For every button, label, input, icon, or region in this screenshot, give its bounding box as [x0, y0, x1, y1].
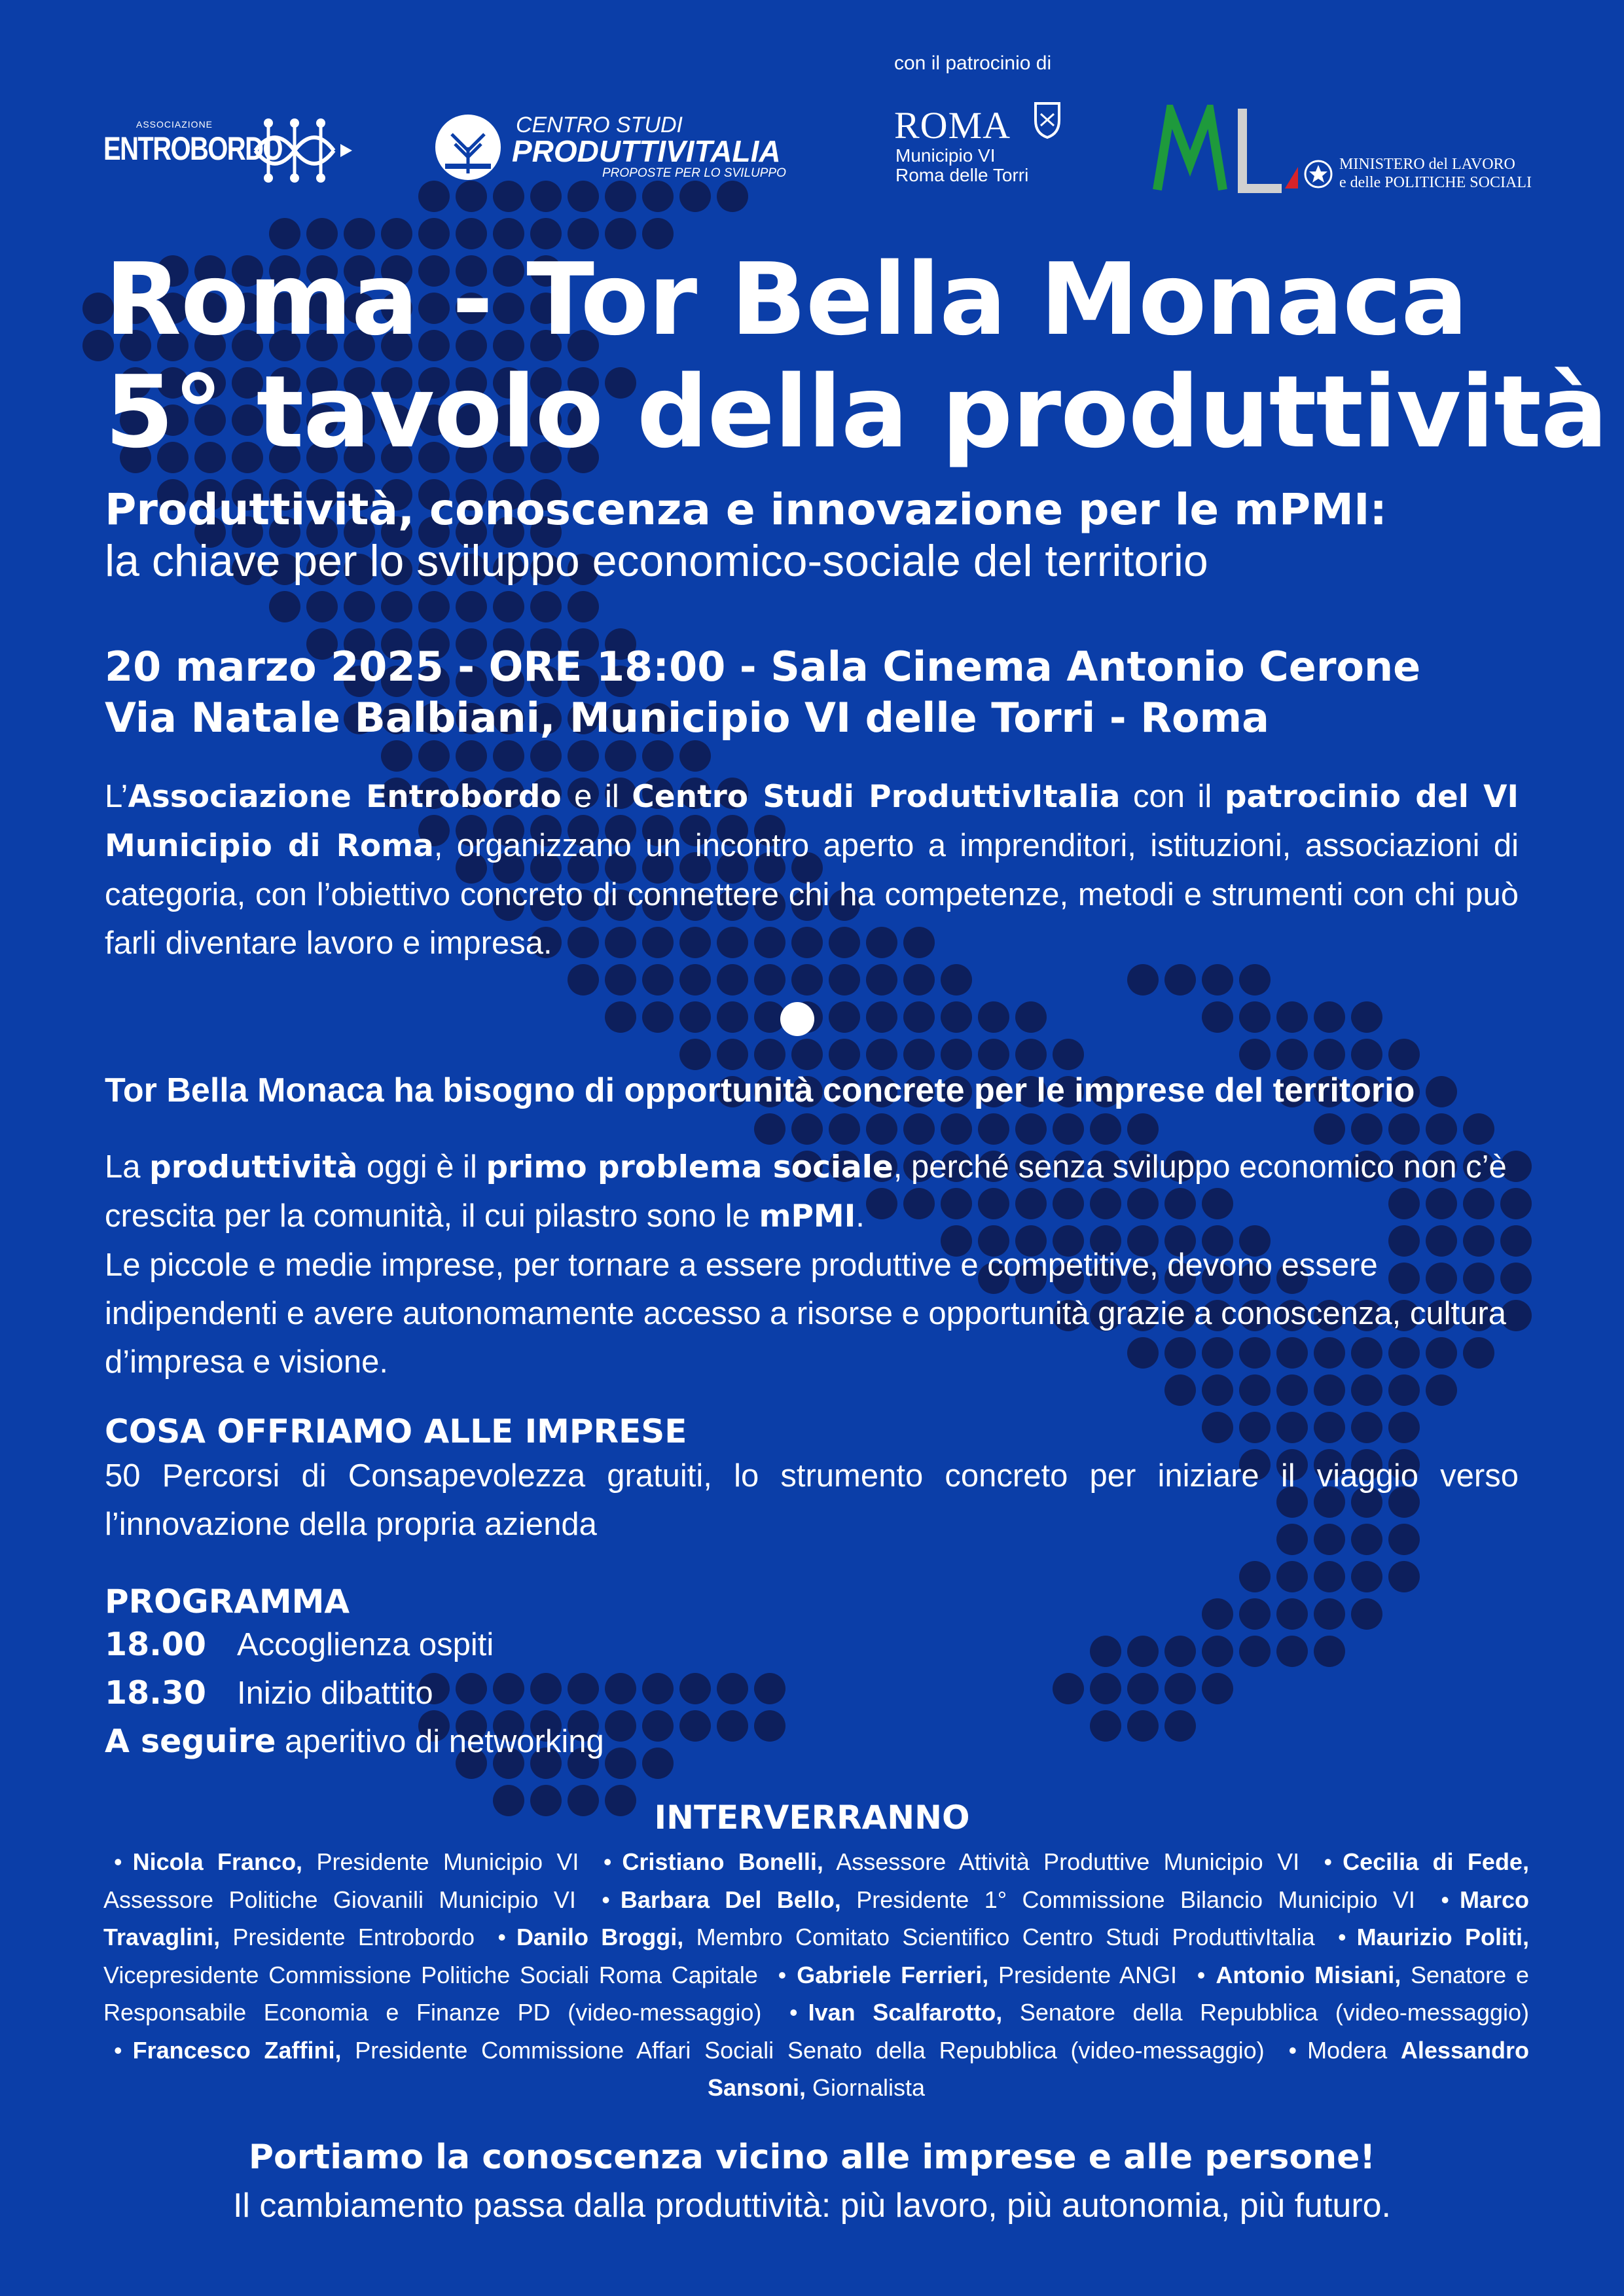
map-dot [903, 1113, 935, 1145]
map-dot [306, 591, 338, 622]
need-bold: primo problema sociale [486, 1149, 893, 1185]
map-dot [1202, 964, 1233, 996]
speaker-role: Presidente Entrobordo [232, 1924, 475, 1950]
map-dot [978, 1039, 1009, 1070]
map-dot [1388, 1561, 1420, 1592]
speaker-role: Assessore Attività Produttive Municipio VI [836, 1848, 1300, 1875]
map-dot [1426, 1076, 1457, 1107]
map-dot [1202, 1673, 1233, 1704]
speaker-role: Vicepresidente Commissione Politiche Sociali Roma Capitale [103, 1961, 758, 1988]
map-dot [791, 1039, 823, 1070]
map-dot [605, 740, 636, 772]
entrobordo-logo [103, 111, 352, 183]
intro-text: e il [561, 779, 632, 814]
map-dot [344, 591, 375, 622]
need-text: , perché senza sviluppo economico non c’è crescita per la comunità, il cui pilastro sono le [105, 1149, 1507, 1234]
roma-line1: Municipio VI [895, 145, 996, 166]
map-dot [1314, 1001, 1345, 1033]
bullet: • [1441, 1886, 1449, 1913]
map-dot [866, 1113, 897, 1145]
map-dot [1053, 1673, 1084, 1704]
title-line1: Roma - Tor Bella Monaca [105, 242, 1468, 357]
map-dot [866, 1001, 897, 1033]
program-row [105, 1717, 890, 1766]
map-dot [717, 1039, 748, 1070]
tree-icon [432, 111, 504, 183]
map-dot [1239, 964, 1271, 996]
map-dot [1388, 1113, 1420, 1145]
ml-monogram-icon [1151, 105, 1301, 196]
page-title [105, 242, 1608, 470]
map-dot [456, 740, 487, 772]
intro-bold: Associazione Entrobordo [128, 779, 562, 815]
map-dot [1090, 1673, 1121, 1704]
map-dot [1351, 1561, 1382, 1592]
bullet: • [1338, 1924, 1346, 1950]
map-dot [679, 740, 711, 772]
map-dot [1015, 1113, 1047, 1145]
map-dot [456, 591, 487, 622]
speaker-name: Barbara Del Bello, [620, 1886, 841, 1913]
roma-logo [894, 98, 1077, 190]
map-dot [791, 964, 823, 996]
map-dot [1463, 1113, 1494, 1145]
offer-text: 50 Percorsi di Consapevolezza gratuiti, lo strumento concreto per iniziare il viaggio verso l’innovazione della propria azienda [105, 1458, 1519, 1542]
intro-bold: patrocinio del VI Municipio di Roma [105, 779, 1519, 864]
centro-studi-line3: PROPOSTE PER LO SVILUPPO [602, 166, 786, 180]
map-dot [1202, 1001, 1233, 1033]
speaker-name: Gabriele Ferrieri, [797, 1961, 989, 1988]
map-dot [1164, 964, 1196, 996]
moderator-role: Giornalista [812, 2074, 926, 2101]
map-dot [605, 181, 636, 212]
map-dot [642, 740, 674, 772]
map-dot [941, 964, 972, 996]
map-dot [1314, 1113, 1345, 1145]
map-dot [1127, 964, 1159, 996]
intro-text: L’ [105, 779, 128, 814]
map-dot [1053, 1039, 1084, 1070]
closing-tagline: Il cambiamento passa dalla produttività: più lavoro, più autonomia, più futuro. [232, 2187, 1391, 2225]
map-dot [1202, 1636, 1233, 1667]
shield-icon [1033, 101, 1062, 140]
map-dot [829, 1113, 860, 1145]
speaker-role: Presidente ANGI [998, 1961, 1177, 1988]
speaker-name: Francesco Zaffini, [132, 2036, 342, 2064]
map-dot [1164, 1673, 1196, 1704]
program-section [105, 1583, 890, 1766]
map-dot [1164, 1710, 1196, 1742]
ministero-logo [1151, 105, 1557, 196]
map-dot [941, 1113, 972, 1145]
map-dot [642, 1001, 674, 1033]
need-heading: Tor Bella Monaca ha bisogno di opportunità concrete per le imprese del territorio [105, 1071, 1415, 1109]
speaker-role: Senatore e Responsabile Economia e Finanze PD (video-messaggio) [103, 1961, 1529, 2026]
map-dot [829, 1039, 860, 1070]
speaker-role: Membro Comitato Scientifico Centro Studi ProduttivItalia [696, 1924, 1315, 1950]
map-dot [1426, 1113, 1457, 1145]
map-dot [1314, 1561, 1345, 1592]
map-dot [605, 964, 636, 996]
speakers-title: INTERVERRANNO [654, 1799, 970, 1837]
subtitle-line1: Produttività, conoscenza e innovazione per le mPMI: [105, 484, 1387, 535]
bullet: • [1324, 1848, 1333, 1875]
bullet: • [603, 1848, 612, 1875]
map-dot [1164, 1636, 1196, 1667]
map-dot [605, 1001, 636, 1033]
moderator-name: Alessandro Sansoni, [707, 2036, 1529, 2101]
map-dot [1351, 1039, 1382, 1070]
program-time: 18.00 [105, 1626, 206, 1663]
event-address-line: Via Natale Balbiani, Municipio VI delle Torri - Roma [105, 694, 1269, 742]
speaker-name: Marco Travaglini, [103, 1886, 1529, 1950]
map-dot [1090, 1636, 1121, 1667]
map-dot [941, 1039, 972, 1070]
map-dot [418, 740, 450, 772]
speaker-role: Assessore Politiche Giovanili Municipio VI [103, 1886, 576, 1913]
offer-section [105, 1412, 1519, 1549]
bullet: • [114, 2036, 122, 2064]
map-dot [717, 181, 748, 212]
map-dot [866, 1039, 897, 1070]
map-dot [829, 1001, 860, 1033]
bullet: • [114, 1848, 122, 1875]
location-marker-icon [780, 1002, 814, 1036]
map-dot [1015, 1001, 1047, 1033]
speaker-name: Cecilia di Fede, [1343, 1848, 1529, 1875]
map-dot [903, 1039, 935, 1070]
subtitle-line2: la chiave per lo sviluppo economico-sociale del territorio [105, 536, 1208, 586]
map-dot [493, 181, 524, 212]
bullet: • [1197, 1961, 1206, 1988]
speaker-role: Presidente 1° Commissione Bilancio Municipio VI [856, 1886, 1415, 1913]
program-title: PROGRAMMA [105, 1583, 350, 1621]
map-dot [941, 1001, 972, 1033]
program-text: aperitivo di networking [285, 1724, 604, 1759]
roma-line2: Roma delle Torri [895, 165, 1029, 185]
title-line2: 5° tavolo della produttività [105, 354, 1608, 470]
map-dot [530, 740, 562, 772]
map-dot [493, 740, 524, 772]
map-dot [679, 1039, 711, 1070]
bullet: • [778, 1961, 787, 1988]
need-p1 [105, 1143, 1519, 1241]
map-dot [679, 964, 711, 996]
map-dot [1276, 1561, 1308, 1592]
map-dot [568, 740, 599, 772]
map-dot [1276, 1039, 1308, 1070]
offer-title: COSA OFFRIAMO ALLE IMPRESE [105, 1412, 687, 1450]
map-dot [381, 591, 412, 622]
event-details [105, 641, 1420, 744]
map-dot [530, 591, 562, 622]
program-text: Inizio dibattito [237, 1676, 433, 1711]
intro-text: con il [1120, 779, 1225, 814]
map-dot [1127, 1113, 1159, 1145]
map-dot [1239, 1561, 1271, 1592]
map-dot [381, 740, 412, 772]
centro-studi-logo [432, 111, 799, 183]
map-dot [1239, 1001, 1271, 1033]
closing-slogan: Portiamo la conoscenza vicino alle imprese e alle persone! [248, 2138, 1376, 2177]
program-text: Accoglienza ospiti [237, 1627, 494, 1662]
centro-studi-line2: PRODUTTIVITALIA [512, 134, 781, 168]
program-time: 18.30 [105, 1674, 206, 1712]
map-dot [679, 181, 711, 212]
map-dot [903, 1001, 935, 1033]
map-dot [1127, 1673, 1159, 1704]
map-dot [568, 964, 599, 996]
map-dot [1276, 1598, 1308, 1630]
map-dot [1239, 1636, 1271, 1667]
map-dot [1314, 1039, 1345, 1070]
map-dot [568, 181, 599, 212]
map-dot [530, 181, 562, 212]
map-dot [1351, 1001, 1382, 1033]
map-dot [679, 1001, 711, 1033]
speaker-name: Antonio Misiani, [1216, 1961, 1401, 1988]
map-dot [493, 591, 524, 622]
map-dot [1015, 1039, 1047, 1070]
map-dot [754, 1039, 785, 1070]
bullet: • [1288, 2036, 1297, 2064]
need-text: La [105, 1149, 150, 1185]
program-row [105, 1621, 890, 1669]
map-dot [866, 964, 897, 996]
emblem-icon [1303, 158, 1334, 190]
map-dot [1351, 1113, 1382, 1145]
need-bold: produttività [149, 1149, 358, 1185]
speaker-name: Cristiano Bonelli, [622, 1848, 823, 1875]
map-dot [568, 591, 599, 622]
speaker-name: Danilo Broggi, [516, 1924, 684, 1950]
map-dot [1127, 1636, 1159, 1667]
map-dot [754, 1113, 785, 1145]
moderator-label: Modera [1307, 2036, 1388, 2064]
speaker-name: Nicola Franco, [132, 1848, 303, 1875]
map-dot [1090, 1710, 1121, 1742]
map-dot [1239, 1039, 1271, 1070]
map-dot [1202, 1598, 1233, 1630]
map-dot [754, 964, 785, 996]
map-dot [829, 964, 860, 996]
molecule-icon [249, 111, 353, 183]
need-bold: mPMI [759, 1198, 856, 1234]
ministero-line1: MINISTERO del LAVORO [1339, 156, 1515, 173]
patronage-label: con il patrocinio di [894, 52, 1052, 74]
map-dot [269, 591, 300, 622]
map-dot [1053, 1113, 1084, 1145]
ministero-line2: e delle POLITICHE SOCIALI [1339, 174, 1532, 191]
map-dot [1314, 1636, 1345, 1667]
program-row [105, 1669, 890, 1717]
map-dot [903, 964, 935, 996]
map-dot [642, 181, 674, 212]
intro-text: , organizzano un incontro aperto a imprenditori, istituzioni, associazioni di categoria, con l’obiettivo concreto di connettere chi ha competenze, metodi e strumenti con chi può farli diventare lavoro e impresa. [105, 828, 1519, 961]
map-dot [978, 1001, 1009, 1033]
event-date-line: 20 marzo 2025 - ORE 18:00 - Sala Cinema Antonio Cerone [105, 643, 1421, 691]
map-dot [1276, 1001, 1308, 1033]
map-dot [418, 181, 450, 212]
intro-paragraph [105, 772, 1519, 967]
map-dot [717, 964, 748, 996]
map-dot [1090, 1113, 1121, 1145]
need-p2: Le piccole e medie imprese, per tornare a essere produttive e competitive, devono essere indipendenti e avere autonomamente accesso a risorse e opportunità grazie a conoscenza, cultura d’impresa e visione. [105, 1247, 1506, 1380]
map-dot [418, 591, 450, 622]
need-text: . [856, 1198, 865, 1234]
map-dot [1351, 1598, 1382, 1630]
speaker-role: Senatore della Repubblica (video-messaggio) [1019, 1999, 1529, 2026]
map-dot [642, 964, 674, 996]
map-dot [1314, 1598, 1345, 1630]
bullet: • [497, 1924, 506, 1950]
speaker-name: Maurizio Politi, [1356, 1924, 1529, 1950]
intro-bold: Centro Studi ProduttivItalia [632, 779, 1121, 815]
map-dot [717, 1001, 748, 1033]
program-time: A seguire [105, 1723, 276, 1760]
roma-city: ROMA [894, 104, 1011, 147]
map-dot [978, 1113, 1009, 1145]
map-dot [456, 181, 487, 212]
speaker-role: Presidente Municipio VI [316, 1848, 579, 1875]
map-dot [1239, 1598, 1271, 1630]
speaker-name: Ivan Scalfarotto, [808, 1999, 1003, 2026]
map-dot [1276, 1636, 1308, 1667]
need-text: oggi è il [357, 1149, 486, 1185]
need-paragraph [105, 1143, 1519, 1386]
bullet: • [602, 1886, 610, 1913]
speakers-list [103, 1843, 1529, 2107]
map-dot [791, 1113, 823, 1145]
entrobordo-name: ENTROBORDO [103, 130, 282, 167]
entrobordo-small: ASSOCIAZIONE [136, 119, 213, 130]
bullet: • [789, 1999, 798, 2026]
map-dot [1388, 1039, 1420, 1070]
speaker-role: Presidente Commissione Affari Sociali Senato della Repubblica (video-messaggio) [355, 2036, 1265, 2064]
map-dot [1127, 1710, 1159, 1742]
centro-studi-line1: CENTRO STUDI [516, 113, 683, 137]
